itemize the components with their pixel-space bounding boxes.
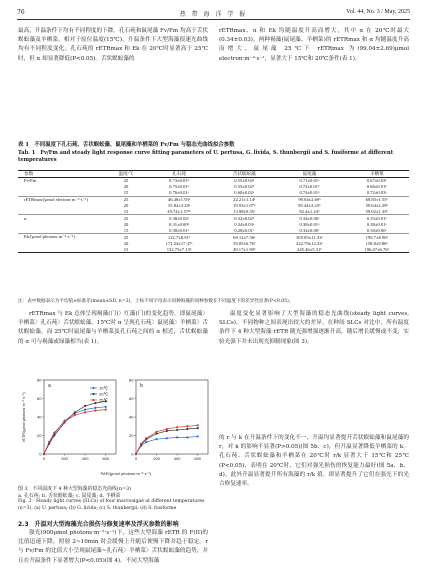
value-cell: 85.44±3.25ᵇ — [298, 203, 321, 209]
x-tick-label: 600 — [102, 456, 110, 461]
col-header-ulva: 孔石莼 — [144, 171, 214, 178]
series-point — [176, 429, 178, 431]
param-cell — [18, 246, 108, 252]
temp-cell: 25 — [108, 234, 144, 241]
legend-marker — [92, 393, 94, 395]
y-tick-label: 20 — [37, 432, 42, 438]
value-cell: 0.33±0.01ᵃ — [344, 215, 409, 221]
value-cell: 0.66±0.01ᵇ — [366, 184, 387, 190]
value-cell: 0.34±0.03ᵃ — [234, 221, 255, 227]
running-header — [17, 9, 410, 19]
series-line — [136, 428, 198, 454]
series-point — [145, 441, 147, 443]
section-heading: 2.3 升温对大型海藻光合损伤与修复速率及浮灭参数的影响 — [18, 521, 179, 528]
value-cell: 49.74±1.57ᵃᵇ — [167, 209, 191, 215]
value-cell: 0.74±0.01ᵃ — [299, 190, 320, 196]
table-caption-cn: 表 1 不同温度下孔石莼、舌状蜈蚣藻、鼠尾藻和羊栖菜的 Fv/Fm 与稳态光曲线拟合参数 — [18, 142, 235, 148]
value-cell: 0.71±0.01ᵃ — [299, 178, 320, 184]
value-cell: 59.02±1.33ᵇ — [365, 209, 388, 215]
series-point — [155, 438, 157, 440]
series-point — [43, 453, 45, 455]
series-point — [197, 424, 199, 426]
value-cell: 245.46±5.31ᵇ — [274, 246, 344, 252]
y-tick-label: 20 — [129, 432, 134, 438]
col-header-fusiforme: 羊栖菜 — [344, 171, 409, 178]
table-row — [18, 246, 409, 252]
volume-info: Vol. 44, No. 3 / May, 2025 — [346, 9, 410, 15]
y-tick-label: 60 — [37, 395, 42, 401]
value-cell: 222.79±12.32ᵃ — [296, 240, 323, 246]
value-cell: 305.85±11.33ᵃ — [274, 234, 344, 241]
series-point — [176, 436, 178, 438]
legend-marker — [92, 387, 94, 389]
y-tick-label: 0 — [39, 451, 42, 457]
temp-cell: 25 — [108, 196, 144, 203]
temp-cell: 25 — [123, 178, 129, 184]
value-cell: 0.31±0.00ᵇ — [169, 221, 190, 227]
series-point — [94, 407, 96, 409]
header-rule — [17, 19, 410, 20]
col-header-grateloupia: 舌状蜈蚣藻 — [214, 171, 274, 178]
series-point — [186, 428, 188, 430]
param-cell: α — [18, 215, 108, 221]
value-cell: 132.75±7.13ᵇ — [144, 246, 214, 252]
x-tick-label: 400 — [173, 456, 181, 461]
temp-cell: 20 — [123, 203, 129, 209]
x-tick-label: 400 — [81, 456, 89, 461]
temp-cell: 20 — [123, 240, 129, 246]
temp-cell: 15 — [123, 227, 129, 233]
series-point — [105, 409, 107, 411]
table-header-row — [18, 171, 409, 178]
value-cell: 0.72±0.01ᵇ — [299, 184, 320, 190]
section-paragraph: 强光(900μmol photons·m⁻²·s⁻¹)下，这些大型海藻 rETR 的 F(II)的比值迅速下降，照射 2~10min 时会缓慢上升随后便慢下降并趋于稳定。r 与 Fv/Fm 的比值大小呈现鼠尾藻~孔石莼〉羊栖菜〉舌状蜈蚣藻的趋势，并且在升温条件下显著增大(P<0.05)(图 4)。不同大型海藻 — [18, 530, 208, 564]
value-cell: 69.12±7.56ᵃ — [214, 234, 274, 241]
parameter-table — [18, 170, 409, 253]
x-tick-label: 0 — [134, 456, 138, 461]
body-para-3: 的 r 与 k 在升温条件下的变化不一，升温均显著提升舌状蜈蚣藻和鼠尾藻的 r，对 k 的影响不显著(P>0.05)(图 5b、c)，但升温显著降低羊栖菜的 k。孔石莼、舌状蜈蚣藻和羊栖菜在 20℃时 r/k 显著大于 15℃和 25℃(P<0.05)，表明在 20℃时，它们对强光损伤的恢复能力最好(图 5a、b、d)。此外升温显著提升所有海藻的 r/k 值，即显著提升了它们在强光下的光合修复速率。 — [219, 435, 409, 488]
legend-label: 25℃ — [99, 397, 108, 403]
y-tick-label: 80 — [129, 377, 134, 383]
value-cell: 0.67±0.03ᵇ — [366, 178, 387, 184]
value-cell: 82.4±1.24ᵇ — [299, 209, 320, 215]
temp-cell: 25 — [108, 215, 144, 221]
value-cell: 0.55±0.02ᵇ — [234, 184, 255, 190]
series-point — [84, 411, 86, 413]
series-line — [44, 410, 106, 454]
series-point — [140, 443, 142, 445]
series-point — [135, 453, 137, 455]
temp-cell: 15 — [123, 209, 129, 215]
series-line — [44, 401, 106, 454]
value-cell: 0.30±0.00ᶜ — [366, 227, 387, 233]
legend-label: 20℃ — [99, 391, 108, 397]
figure-caption-sub: a. 孔石莼; b. 舌状蜈蚣藻; c. 鼠尾藻; d. 羊栖菜 — [18, 492, 121, 499]
body-para-2: rETRmax 与 Ek 总体呈现褐藻(门)〉红藻(门)的变化趋势，即鼠尾藻〉羊栖菜〉孔石莼〉舌状蜈蚣藻。15℃时 α 呈现孔石莼〉鼠尾藻〉羊栖菜〉舌状蜈蚣藻，而 25℃时鼠尾藻与羊栖菜及孔石莼之间的 α 相近，舌状蜈蚣藻的 α 可与褐藻或绿藻相当(表 1)。 — [18, 311, 208, 345]
value-cell: 49.17±1.90ᵇ — [214, 246, 274, 252]
value-cell: 46.48±1.93ᵇ — [144, 196, 214, 203]
value-cell: 199.7±8.90ᵃ — [344, 234, 409, 241]
y-tick-label: 60 — [129, 395, 134, 401]
series-point — [84, 405, 86, 407]
value-cell: 0.38±0.01ᵃ — [299, 221, 320, 227]
figure-caption — [18, 486, 218, 512]
value-cell: 196.67±6.76ᵇ — [344, 246, 409, 252]
series-point — [145, 437, 147, 439]
legend-label: 15℃ — [99, 385, 108, 391]
panel-label: a — [48, 383, 51, 389]
series-point — [186, 425, 188, 427]
series-point — [94, 402, 96, 404]
temp-cell: 15 — [108, 246, 144, 252]
series-point — [48, 441, 50, 443]
series-point — [53, 432, 55, 434]
y-tick-label: 0 — [131, 451, 134, 457]
x-tick-label: 200 — [61, 456, 68, 461]
value-cell: 0.38±0.02ᵃ — [144, 215, 214, 221]
legend-marker — [92, 399, 94, 401]
intro-right-paragraph: rETRmax、α 和 Ek 均随温度升高而增大，其中 α 在 20℃时最大(0.34±0.03)。两种褐藻(鼠尾藻、羊栖菜)的 rETRmax 和 α 均随温度升高而增大，鼠尾藻 25℃下 rETRmax 为(99.04±2.69)μmol electron·m⁻²·s⁻¹，显著大于 15℃和 20℃条件(表 1)。 — [219, 28, 409, 62]
value-cell: 59.64±2.29ᵇ — [365, 203, 388, 209]
y-tick-label: 40 — [129, 414, 134, 420]
value-cell: 122.7±8.91ᵇ — [144, 234, 214, 241]
value-cell: 13.98±0.55ᶜ — [233, 209, 256, 215]
series-point — [176, 426, 178, 428]
value-cell: 68.83±1.55ᵃ — [344, 196, 409, 203]
series-point — [155, 431, 157, 433]
x-tick-label: 0 — [42, 456, 46, 461]
body-para-1: 温度变化显著影响了大型海藻的稳态光曲线(steady light curves, SLCs)，不同物种之间表现出较大的差异。在种间 SLCs 对比中，所有温度条件下 4 种大型海藻 rETR 随光强增强逐渐升高，随后增长缓慢或不变，实验光强下并未出现光抑制现象(图 3)。 — [219, 311, 409, 345]
figure-3-chart — [18, 374, 216, 484]
page-number: 76 — [17, 9, 25, 16]
param-cell: Fv/Fm — [24, 178, 37, 184]
value-cell: 0.75±0.01ᵃ — [169, 184, 189, 190]
value-cell: 19.93±1.07ᵇ — [233, 203, 256, 209]
series-point — [197, 435, 199, 437]
value-cell: 172.24±17.47ᵃ — [165, 240, 193, 246]
table-note: 注：表中数据表示为平均值±标准差(mean±SD, n=3)，上标不同字母表示同种海藻的同种参数在不同温度下的差异性显著(P<0.05)。 — [18, 299, 294, 304]
value-cell: 0.72±0.03ᵃ — [366, 190, 387, 196]
col-header-temp: 温度/℃ — [108, 171, 144, 178]
value-cell: 0.32±0.00ᶜ — [299, 227, 320, 233]
value-cell: 22.21±1.14ᵃ — [214, 196, 274, 203]
value-cell: 99.04±2.69ᵃ — [274, 196, 344, 203]
y-tick-label: 40 — [37, 414, 42, 420]
value-cell: 0.73±0.01ᵇ — [169, 178, 190, 184]
x-axis-label: PAR/(μmol photons·m⁻²·s⁻¹) — [100, 471, 152, 476]
value-cell: 0.60±0.02ᵃ — [234, 190, 255, 196]
x-tick-label: 600 — [194, 456, 202, 461]
value-cell: 0.28±0.01ᶜ — [234, 227, 255, 233]
col-header-param: 参数 — [18, 171, 108, 178]
series-point — [105, 406, 107, 408]
y-tick-label: 80 — [37, 377, 42, 383]
value-cell: 0.76±0.01ᵃ — [169, 190, 189, 196]
col-header-thunbergii: 鼠尾藻 — [274, 171, 344, 178]
panel-label: b — [140, 383, 143, 389]
value-cell: 0.38±0.01ᵃ — [169, 227, 189, 233]
temp-cell: 20 — [123, 221, 129, 227]
temp-cell: 15 — [123, 190, 129, 196]
series-point — [74, 414, 76, 416]
value-cell: 59.05±6.76ᵇ — [233, 240, 256, 246]
y-axis-label: rETR/(μmol photons·m⁻²·s⁻¹) — [22, 392, 26, 442]
series-point — [186, 436, 188, 438]
value-cell: 55.82±3.20ᵃ — [167, 203, 191, 209]
series-point — [197, 427, 199, 429]
value-cell: 0.38±0.01ᵃ — [366, 221, 387, 227]
value-cell: 0.34±0.00ᵃ — [274, 215, 344, 221]
series-point — [74, 411, 76, 413]
param-cell: rETRmax/(μmol electron·m⁻²·s⁻¹) — [18, 196, 108, 203]
series-point — [63, 421, 65, 423]
figure-caption-cn: 图 3 不同温度下 4 种大型海藻的稳态光曲线(n=3) — [18, 486, 132, 492]
section-2-3 — [18, 520, 208, 571]
param-cell: Ek/(μmol photons·m⁻²·s⁻¹) — [18, 234, 108, 241]
series-point — [166, 437, 168, 439]
x-tick-label: 200 — [153, 456, 160, 461]
value-cell: 158.8±9.86ᵇ — [365, 240, 388, 246]
value-cell: 0.32±0.02ᵇ — [214, 215, 274, 221]
series-point — [166, 428, 168, 430]
journal-title: 热 带 海 洋 学 报 — [179, 11, 248, 18]
series-point — [84, 409, 86, 411]
table-caption-en: Tab. 1 Fv/Fm and steady light response curve fitting parameters of U. pertusa, G. livida, S. thunbergii and S. fusiforme at different temperatures — [18, 150, 394, 163]
temp-cell: 20 — [123, 184, 129, 190]
intro-left-paragraph: 最高，升温条件下均有不同程度的下降。孔石莼和鼠尾藻 Fv/Fm 均高于舌状蜈蚣藻及羊栖菜。相对于原位温度(15℃)，升温条件下大型海藻很速光曲线均有不同程度变化。孔石莼的 rETRmax 和 Ek 在 20℃时显著高于 25℃时，但 α 却显著降低(P<0.05)。舌状蜈蚣藻的 — [18, 28, 208, 62]
series-point — [94, 409, 96, 411]
value-cell: 0.55±0.04ᵇ — [234, 178, 255, 184]
figure-caption-en: Fig. 3 Steady light curves (SLCs) of four macroalgae at different temperatures (n=3). (a) U. pertusa; (b) G. livida; (c) S. thunbergii; (d) S. fusiforme — [18, 499, 205, 511]
